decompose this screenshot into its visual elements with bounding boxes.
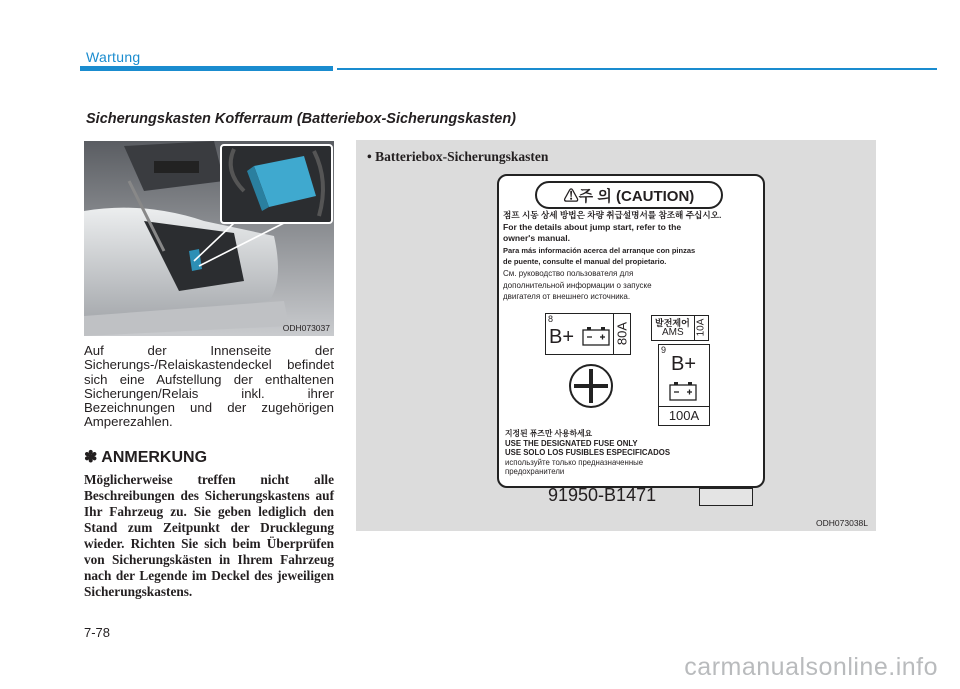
jump-start-text: [503, 210, 759, 303]
ams-name: AMS: [662, 327, 684, 338]
jump-line: двигателя от внешнего источника.: [503, 292, 631, 302]
warning-line: USE THE DESIGNATED FUSE ONLY: [505, 438, 638, 448]
trunk-illustration: [84, 141, 334, 336]
ams-name-kr: 발전제어: [655, 318, 690, 328]
warning-line: используйте только предназначенные: [505, 457, 644, 467]
battery-icon: [669, 381, 697, 401]
jump-line: owner's manual.: [503, 233, 570, 244]
watermark: carmanualsonline.info: [684, 653, 938, 681]
jump-line: 점프 시동 상세 방법은 차량 취급설명서를 참조해 주십시오.: [503, 210, 722, 220]
warning-line: USE SOLO LOS FUSIBLES ESPECIFICADOS: [505, 448, 671, 457]
figure-right-caption: ODH073038L: [816, 518, 868, 528]
jump-line: дополнительной информации о запуске: [503, 280, 652, 290]
warning-line: 지정된 퓨즈만 사용하세요: [505, 429, 593, 438]
warning-line: предохранители: [505, 467, 565, 476]
header-rule-thin: [337, 68, 937, 70]
caution-pill: [535, 181, 723, 209]
jump-line: См. руководство пользователя для: [503, 268, 634, 278]
ground-bolt-icon: [567, 362, 615, 410]
jump-line: de puente, consulte el manual del propietario.: [503, 257, 667, 267]
fuse-8-rating: 80A: [614, 321, 630, 346]
jump-line: For the details about jump start, refer to the: [503, 221, 682, 232]
note-heading: ✽ ANMERKUNG: [84, 449, 208, 466]
ams-fuse-box: [651, 315, 709, 341]
fuse-9-name: B+: [671, 353, 697, 375]
header-rule-thick: [80, 66, 333, 71]
part-number: 91950-B1471: [548, 485, 657, 505]
trunk-fuse-box-photo: [84, 141, 334, 336]
section-label: Wartung: [86, 49, 141, 65]
fuse-8-box: [545, 313, 631, 355]
fuse-9-box: [658, 344, 710, 426]
fuse-8-number: 8: [548, 314, 554, 324]
fuse-9-rating: 100A: [659, 406, 709, 425]
figure-left-caption: ODH073037: [282, 323, 330, 333]
caution-header: ⚠주 의 (CAUTION): [563, 188, 695, 205]
ams-rating: 10A: [695, 318, 707, 337]
note-text: Möglicherweise treffen nicht alle Beschreibungen des Sicherungskastens auf Ihr Fahrzeug zu. Sie geben lediglich den Stand zum Zeitpunkt der Drucklegung wieder. Richten Sie sich beim Überprüfen von Sicherungskästen in Ihrem Fahrzeug nach der Legende im Deckel des jeweiligen Sicherungskastens.: [84, 472, 334, 599]
page-number: 7-78: [84, 625, 111, 640]
section-title: Sicherungskasten Kofferraum (Batteriebox-Sicherungskasten): [86, 111, 517, 127]
fuse-warning-text: [505, 429, 755, 477]
body-paragraph: Auf der Innenseite der Sicherungs-/Relaiskastendeckel befindet sich eine Aufstellung der enthaltenen Sicherungen/Relais inkl. ihrer Bezeichnungen und der zugehörigen Amperezahlen.: [84, 343, 334, 430]
fuse-box-cover-label: [497, 174, 765, 488]
fuse-9-number: 9: [661, 345, 667, 355]
battery-icon: [582, 326, 610, 346]
jump-line: Para más información acerca del arranque con pinzas: [503, 245, 696, 255]
blank-label-box: [699, 488, 753, 506]
fuse-8-name: B+: [549, 326, 575, 348]
figure-right-title: • Batteriebox-Sicherungskasten: [367, 149, 549, 164]
